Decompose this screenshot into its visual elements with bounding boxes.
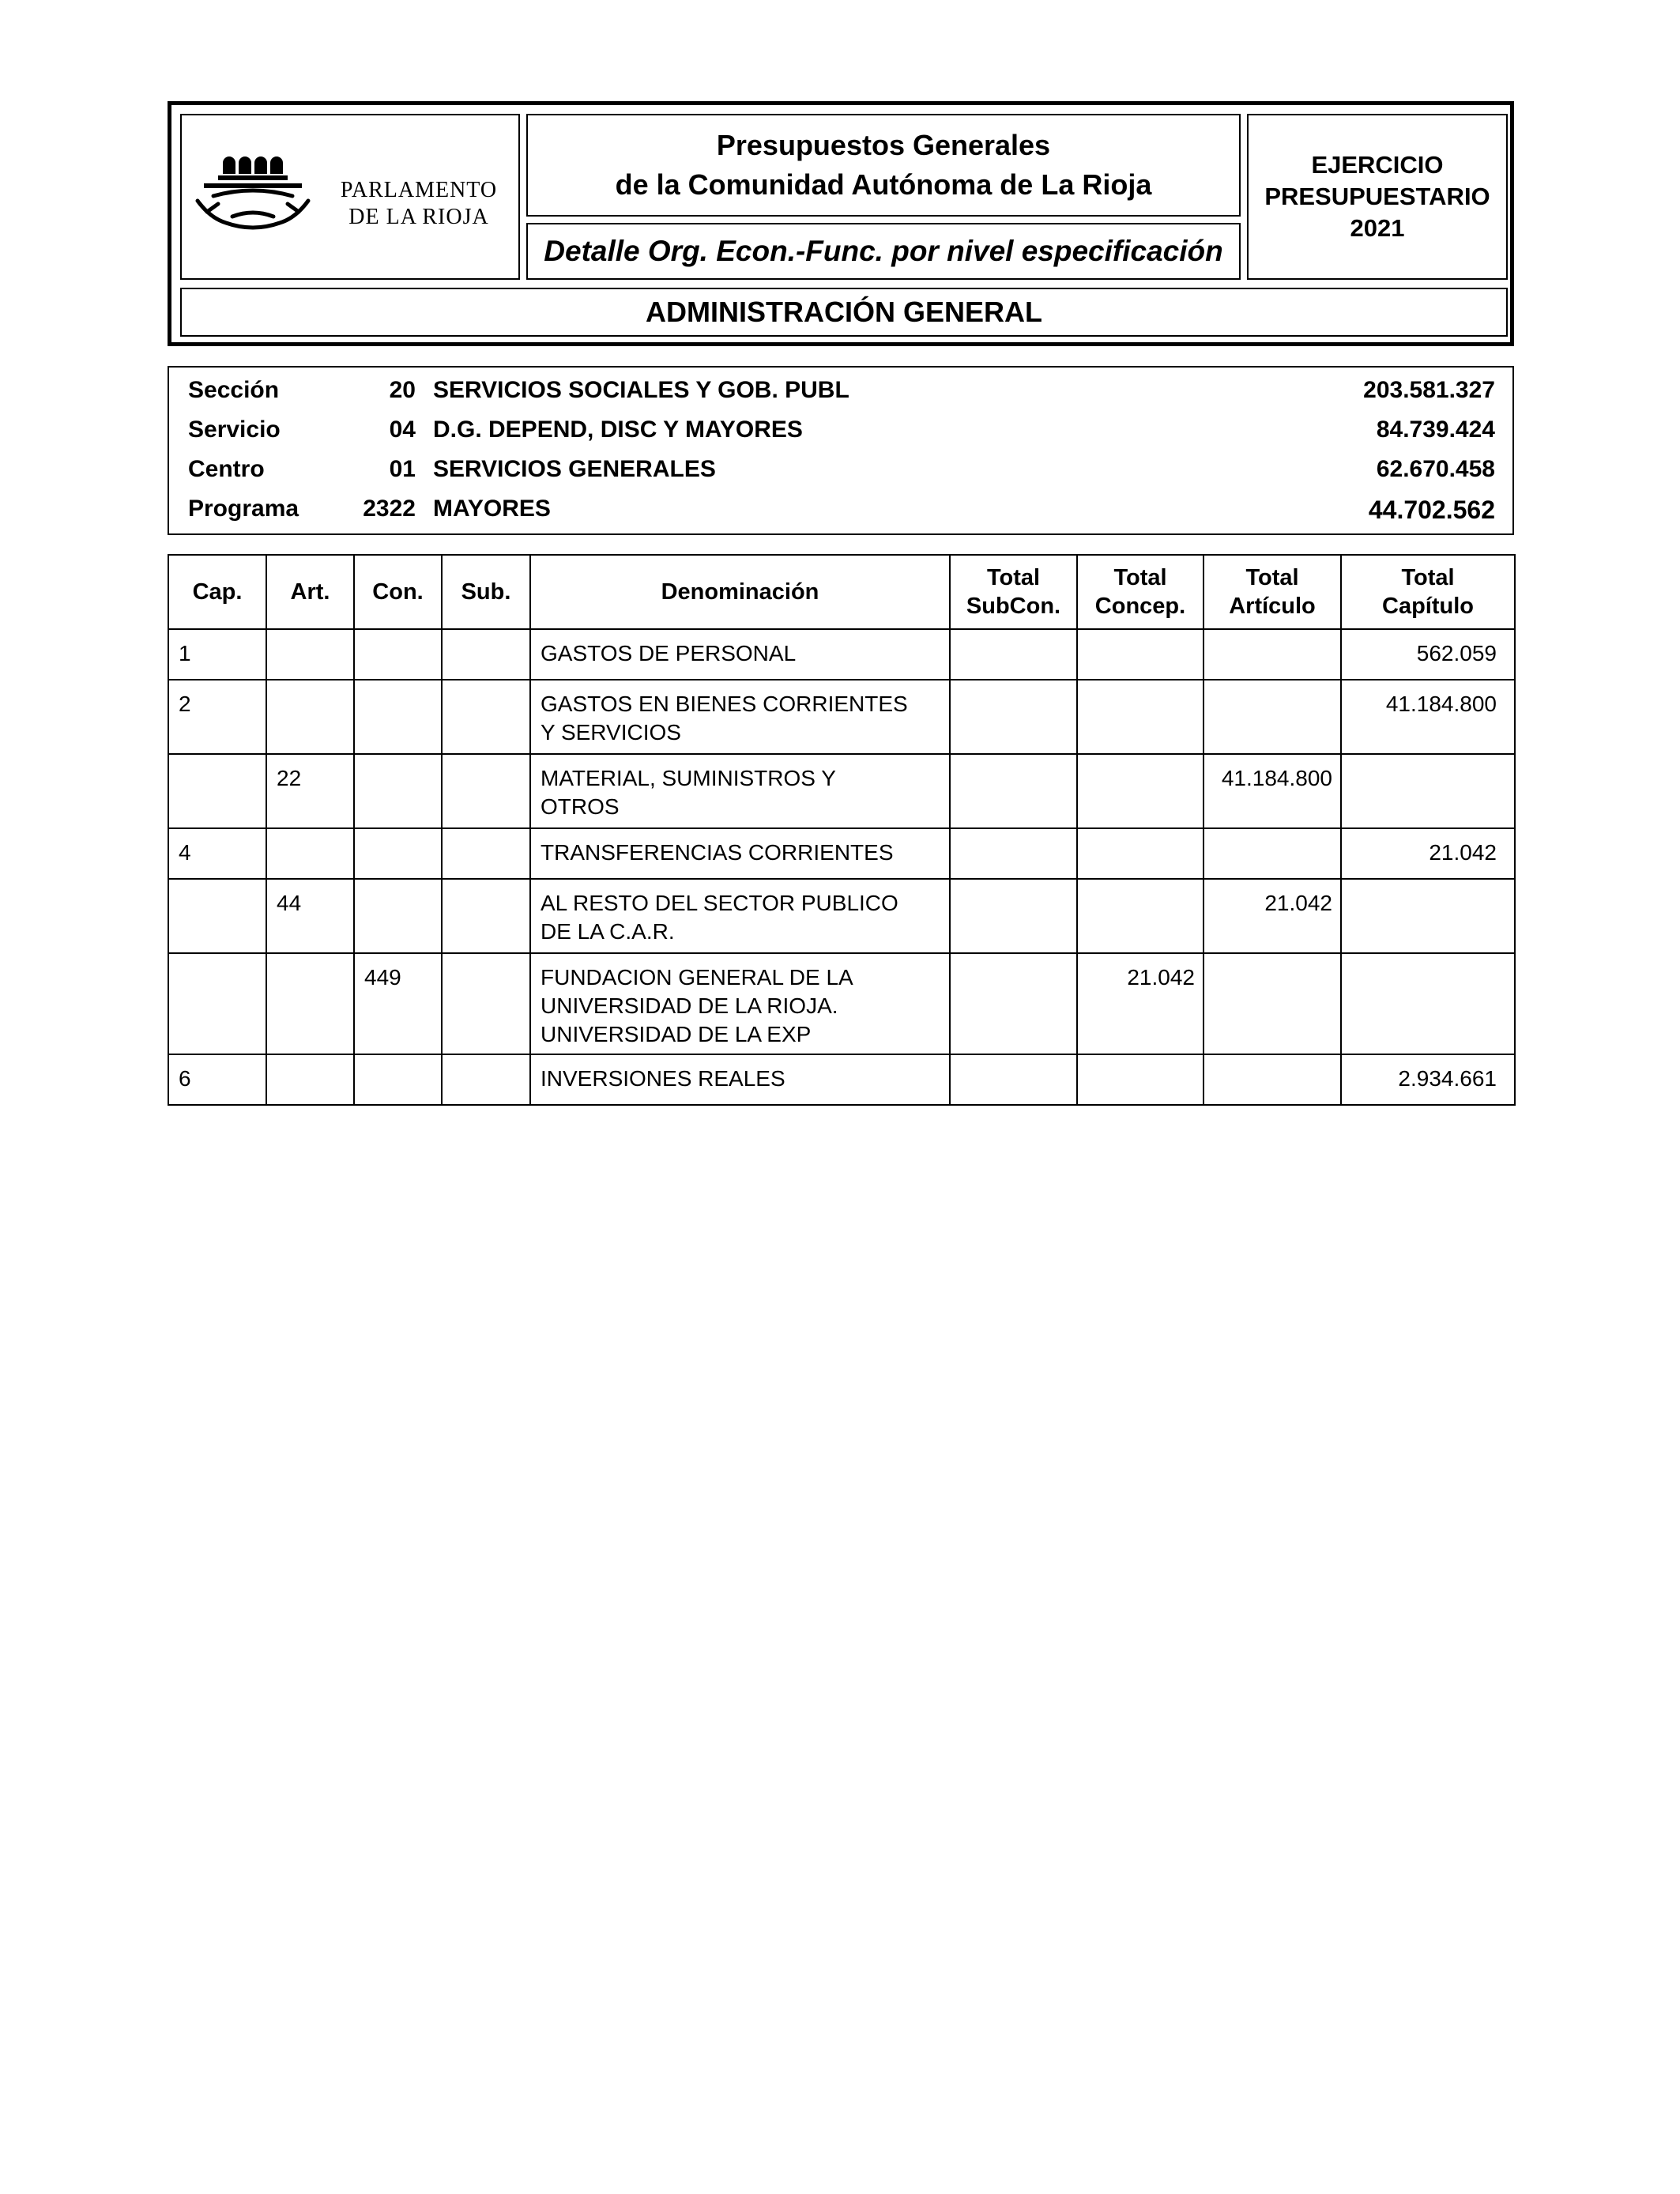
cell-total-articulo [1203, 629, 1341, 680]
document-header [168, 101, 1514, 346]
cell-sub [442, 629, 530, 680]
header-line: SubCon. [966, 594, 1061, 619]
col-header-total-subcon [950, 555, 1077, 629]
org-label: Programa [188, 496, 299, 522]
cell-sub [442, 1054, 530, 1105]
cell-total-capitulo: 2.934.661 [1341, 1054, 1515, 1105]
org-name [324, 177, 514, 231]
cell-sub [442, 828, 530, 879]
org-summary [168, 366, 1514, 535]
org-row-programa [169, 489, 1512, 529]
cell-total-capitulo [1341, 953, 1515, 1054]
org-code: 01 [389, 456, 416, 482]
document-subtitle [526, 223, 1241, 280]
header-line: Total [986, 565, 1041, 590]
cell-con [354, 828, 442, 879]
cell-total-articulo [1203, 953, 1341, 1054]
den-line: INVERSIONES REALES [541, 1066, 785, 1091]
cell-total-subcon [950, 1054, 1077, 1105]
admin-banner [180, 288, 1508, 337]
den-line: GASTOS DE PERSONAL [541, 641, 797, 665]
org-name-value: SERVICIOS SOCIALES Y GOB. PUBL [433, 377, 849, 403]
table-header-row [168, 555, 1515, 629]
cell-total-subcon [950, 680, 1077, 754]
cell-total-articulo: 41.184.800 [1203, 754, 1341, 828]
org-name-value: SERVICIOS GENERALES [433, 456, 716, 482]
cell-cap: 6 [168, 1054, 266, 1105]
org-code: 2322 [363, 496, 416, 522]
header-line: Capítulo [1382, 594, 1474, 619]
table-row [168, 953, 1515, 1054]
cell-total-articulo [1203, 680, 1341, 754]
den-line: DE LA C.A.R. [541, 919, 675, 944]
org-row-servicio [169, 410, 1512, 450]
cell-total-capitulo: 21.042 [1341, 828, 1515, 879]
col-header-con: Con. [354, 555, 442, 629]
header-line: Concep. [1094, 594, 1186, 619]
cell-total-subcon [950, 953, 1077, 1054]
cell-art [266, 1054, 354, 1105]
parliament-emblem-icon [186, 145, 329, 240]
cell-total-subcon [950, 828, 1077, 879]
cell-total-capitulo: 41.184.800 [1341, 680, 1515, 754]
cell-sub [442, 879, 530, 953]
cell-con [354, 754, 442, 828]
title-line2: de la Comunidad Autónoma de La Rioja [615, 168, 1152, 201]
org-code: 20 [389, 377, 416, 403]
cell-cap [168, 953, 266, 1054]
den-line: GASTOS EN BIENES CORRIENTES [541, 692, 908, 716]
year-line2: PRESUPUESTARIO [1264, 183, 1490, 210]
cell-total-capitulo [1341, 754, 1515, 828]
cell-cap: 4 [168, 828, 266, 879]
cell-total-subcon [950, 629, 1077, 680]
cell-denominacion [530, 879, 950, 953]
cell-denominacion [530, 680, 950, 754]
header-line: Artículo [1229, 594, 1316, 619]
col-header-denominacion: Denominación [530, 555, 950, 629]
cell-total-articulo: 21.042 [1203, 879, 1341, 953]
cell-art [266, 629, 354, 680]
org-name-value: D.G. DEPEND, DISC Y MAYORES [433, 417, 803, 443]
cell-denominacion [530, 629, 950, 680]
cell-total-concep [1077, 1054, 1203, 1105]
den-line: Y SERVICIOS [541, 720, 681, 745]
table-row [168, 629, 1515, 680]
cell-total-concep [1077, 754, 1203, 828]
logo-block [180, 114, 520, 280]
cell-denominacion [530, 953, 950, 1054]
cell-total-concep [1077, 828, 1203, 879]
org-name-line2: DE LA RIOJA [348, 205, 489, 229]
org-name-value: MAYORES [433, 496, 551, 522]
col-header-total-capitulo [1341, 555, 1515, 629]
cell-total-concep [1077, 629, 1203, 680]
cell-cap [168, 879, 266, 953]
cell-denominacion [530, 828, 950, 879]
table-row [168, 879, 1515, 953]
cell-con [354, 629, 442, 680]
cell-total-subcon [950, 879, 1077, 953]
org-label: Servicio [188, 417, 281, 443]
cell-total-concep [1077, 879, 1203, 953]
den-line: UNIVERSIDAD DE LA RIOJA. [541, 993, 838, 1018]
cell-total-articulo [1203, 828, 1341, 879]
col-header-total-concep [1077, 555, 1203, 629]
den-line: FUNDACION GENERAL DE LA [541, 965, 853, 990]
col-header-sub: Sub. [442, 555, 530, 629]
header-line: Total [1401, 565, 1455, 590]
org-code: 04 [389, 417, 416, 443]
cell-total-subcon [950, 754, 1077, 828]
budget-detail-table [168, 554, 1516, 1106]
table-row [168, 828, 1515, 879]
cell-cap: 2 [168, 680, 266, 754]
cell-art [266, 953, 354, 1054]
org-name-line1: PARLAMENTO [340, 178, 498, 202]
cell-denominacion [530, 754, 950, 828]
org-amount: 62.670.458 [1376, 456, 1495, 482]
header-line: Total [1245, 565, 1299, 590]
org-label: Sección [188, 377, 280, 403]
cell-sub [442, 953, 530, 1054]
den-line: MATERIAL, SUMINISTROS Y [541, 766, 836, 790]
year-value: 2021 [1350, 214, 1405, 242]
cell-art [266, 680, 354, 754]
cell-con [354, 680, 442, 754]
cell-denominacion [530, 1054, 950, 1105]
cell-con [354, 1054, 442, 1105]
cell-art [266, 828, 354, 879]
org-amount: 203.581.327 [1363, 377, 1495, 403]
document-title [526, 114, 1241, 217]
table-row [168, 754, 1515, 828]
admin-text: ADMINISTRACIÓN GENERAL [646, 296, 1042, 328]
cell-art: 22 [266, 754, 354, 828]
cell-total-capitulo [1341, 879, 1515, 953]
cell-total-articulo [1203, 1054, 1341, 1105]
org-row-centro [169, 450, 1512, 489]
col-header-cap: Cap. [168, 555, 266, 629]
title-line1: Presupuestos Generales [716, 129, 1051, 161]
header-line: Total [1113, 565, 1167, 590]
den-line: UNIVERSIDAD DE LA EXP [541, 1022, 812, 1046]
year-line1: EJERCICIO [1311, 151, 1444, 179]
table-row [168, 680, 1515, 754]
cell-con [354, 879, 442, 953]
cell-total-concep: 21.042 [1077, 953, 1203, 1054]
table-row [168, 1054, 1515, 1105]
col-header-total-articulo [1203, 555, 1341, 629]
col-header-art: Art. [266, 555, 354, 629]
cell-total-concep [1077, 680, 1203, 754]
cell-sub [442, 754, 530, 828]
cell-con: 449 [354, 953, 442, 1054]
org-amount: 44.702.562 [1368, 496, 1495, 524]
cell-cap: 1 [168, 629, 266, 680]
cell-art: 44 [266, 879, 354, 953]
org-amount: 84.739.424 [1376, 417, 1495, 443]
org-label: Centro [188, 456, 265, 482]
subtitle-text: Detalle Org. Econ.-Func. por nivel especificación [544, 235, 1223, 267]
cell-total-capitulo: 562.059 [1341, 629, 1515, 680]
den-line: TRANSFERENCIAS CORRIENTES [541, 840, 894, 865]
den-line: AL RESTO DEL SECTOR PUBLICO [541, 891, 898, 915]
cell-cap [168, 754, 266, 828]
fiscal-year-block [1247, 114, 1508, 280]
cell-sub [442, 680, 530, 754]
den-line: OTROS [541, 794, 620, 819]
org-row-seccion [169, 371, 1512, 410]
